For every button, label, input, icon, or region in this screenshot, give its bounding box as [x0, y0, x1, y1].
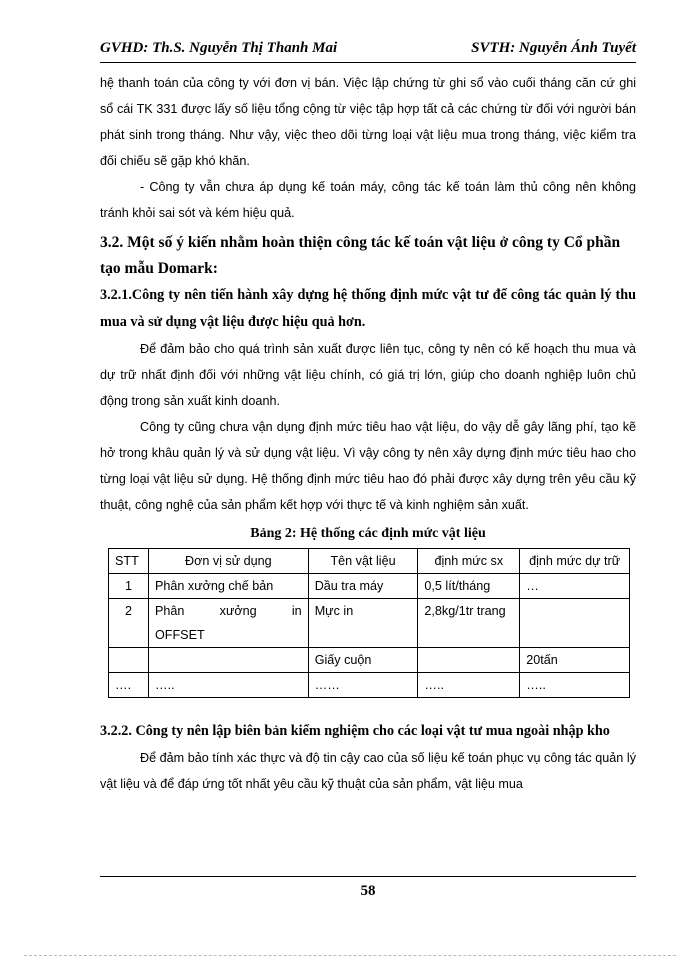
- table-cell: 20tấn: [520, 648, 630, 673]
- table-cell: [109, 648, 149, 673]
- table-cell: …..: [520, 673, 630, 698]
- table-cell: 2: [109, 599, 149, 648]
- table-row: [109, 599, 630, 648]
- table-cell: [418, 648, 520, 673]
- header-cell: STT: [109, 549, 149, 574]
- header-cell: Tên vật liệu: [308, 549, 418, 574]
- table-row: [109, 574, 630, 599]
- paragraph-5: Để đảm bảo tính xác thực và độ tin cậy cao của số liệu kế toán phục vụ công tác quản lý vật liệu và để đáp ứng tốt nhất yêu cầu kỹ thuật của sản phẩm, vật liệu mua: [100, 751, 636, 791]
- header-advisor: GVHD: Th.S. Nguyễn Thị Thanh Mai: [100, 40, 338, 56]
- table-cell: 2,8kg/1tr trang: [418, 599, 520, 648]
- table-cell: Mực in: [308, 599, 418, 648]
- table-cell: [148, 648, 308, 673]
- table-cell: …: [520, 574, 630, 599]
- table-caption: Bảng 2: Hệ thống các định mức vật liệu: [250, 526, 486, 541]
- page-header: [100, 38, 636, 63]
- table-cell: …..: [418, 673, 520, 698]
- cell-line: [155, 599, 302, 623]
- table-row: [109, 648, 630, 673]
- paragraph-4: Công ty cũng chưa vận dụng định mức tiêu hao vật liệu, do vậy dễ gây lãng phí, tạo kẽ hở trong khâu quản lý và sử dụng vật liệu. Vì vậy công ty nên xây dựng định mức tiêu hao cho từng loại vật liệu sử dụng. Hệ thống định mức tiêu hao đó phải được xây dựng trên yêu cầu kỹ thuật, công nghệ của sản phẩm kết hợp với thực tế và kinh nghiệm sản xuất.: [100, 420, 636, 512]
- cell-word: xưởng: [219, 604, 257, 618]
- cell-word: in: [291, 604, 302, 618]
- table-cell: [520, 599, 630, 648]
- section-heading-3-2: 3.2. Một số ý kiến nhằm hoàn thiện công tác kế toán vật liệu ở công ty Cổ phần tạo mẫu Domark:: [100, 234, 621, 277]
- cell-word: Phân: [154, 604, 185, 618]
- paragraph-1: hệ thanh toán của công ty với đơn vị bán. Việc lập chứng từ ghi sổ vào cuối tháng căn cứ ghi sổ cái TK 331 được lấy số liệu tổng cộng từ việc tập hợp tất cả các chứng từ đối với người bán phát sinh trong tháng. Như vậy, việc theo dõi từng loại vật liệu mua trong tháng, việc kiểm tra đối chiếu sẽ gặp khó khăn.: [100, 76, 636, 168]
- cell-word: OFFSET: [154, 628, 205, 642]
- header-student: SVTH: Nguyễn Ánh Tuyết: [471, 40, 636, 56]
- table-cell: ……: [308, 673, 418, 698]
- table-cell: Dầu tra máy: [308, 574, 418, 599]
- table-cell: 0,5 lít/tháng: [418, 574, 520, 599]
- table-header-row: [109, 549, 630, 574]
- page-bottom-divider: [24, 955, 676, 956]
- table-cell: ….: [109, 673, 149, 698]
- paragraph-3: Để đảm bảo cho quá trình sản xuất được liên tục, công ty nên có kế hoạch thu mua và dự trữ nhất định đối với những vật liệu chính, có giá trị lớn, giúp cho doanh nghiệp luôn chủ động trong sản xuất kinh doanh.: [100, 342, 636, 408]
- table-row: [109, 673, 630, 698]
- table-cell: [148, 599, 308, 648]
- subsection-heading-3-2-2: 3.2.2. Công ty nên lập biên bản kiểm nghiệm cho các loại vật tư mua ngoài nhập kho: [100, 723, 610, 739]
- table-cell: Giấy cuộn: [308, 648, 418, 673]
- table-cell: 1: [109, 574, 149, 599]
- paragraph-2: - Công ty vẫn chưa áp dụng kế toán máy, công tác kế toán làm thủ công nên không tránh khỏi sai sót và kém hiệu quả.: [100, 180, 636, 220]
- table-cell: Phân xưởng chế bản: [148, 574, 308, 599]
- table-cell: …..: [148, 673, 308, 698]
- subsection-heading-3-2-1: 3.2.1.Công ty nên tiến hành xây dựng hệ thống định mức vật tư để công tác quản lý thu mua và sử dụng vật liệu được hiệu quả hơn.: [100, 287, 636, 330]
- header-cell: định mức dự trữ: [520, 549, 630, 574]
- material-norms-table: [108, 548, 630, 698]
- page-number: 58: [100, 876, 636, 900]
- header-cell: định mức sx: [418, 549, 520, 574]
- page-body: [100, 70, 636, 797]
- header-cell: Đơn vị sử dụng: [148, 549, 308, 574]
